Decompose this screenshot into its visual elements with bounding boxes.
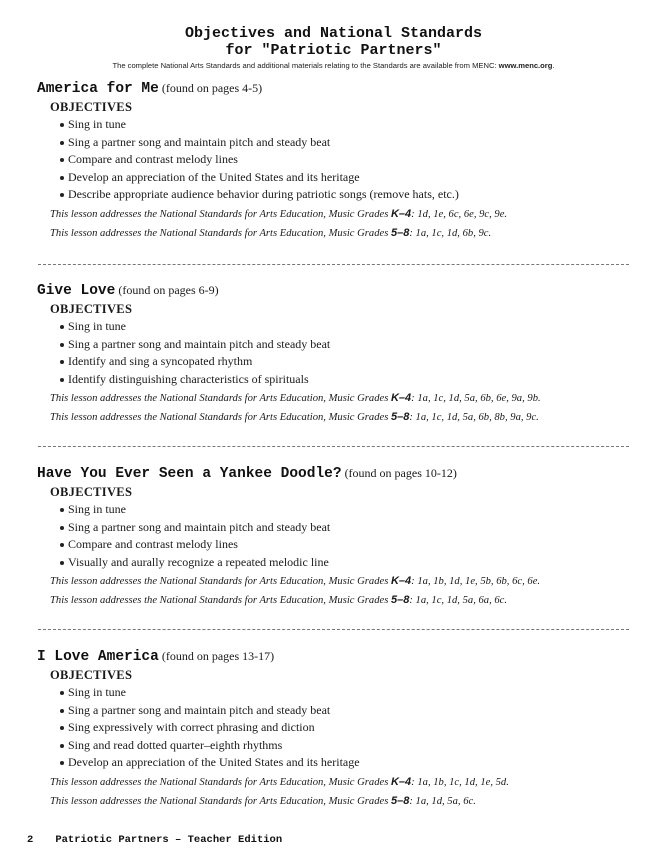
section-pages: (found on pages 6-9) bbox=[118, 283, 219, 297]
section-yankee-doodle bbox=[37, 465, 637, 607]
standards-k4 bbox=[50, 776, 637, 789]
section-heading bbox=[37, 282, 637, 299]
section-title: America for Me bbox=[37, 81, 159, 97]
standards-text: This lesson addresses the National Standards for Arts Education, Music Grades bbox=[50, 208, 391, 220]
standards-text: This lesson addresses the National Standards for Arts Education, Music Grades bbox=[50, 393, 391, 404]
standards-5-8 bbox=[50, 227, 637, 240]
standards-5-8 bbox=[50, 411, 637, 424]
grade-range: K–4 bbox=[390, 392, 412, 404]
grade-range: K–4 bbox=[390, 207, 412, 220]
grade-range: K–4 bbox=[390, 575, 412, 587]
standards-k4 bbox=[50, 392, 637, 405]
objective-item: Sing in tune bbox=[60, 318, 637, 336]
section-heading bbox=[37, 80, 637, 97]
objective-item: Develop an appreciation of the United States and its heritage bbox=[60, 169, 637, 187]
standards-codes: : 1a, 1b, 1c, 1d, 1e, 5d. bbox=[411, 776, 509, 788]
objective-item: Identify distinguishing characteristics of spirituals bbox=[60, 371, 637, 389]
standards-k4 bbox=[50, 208, 637, 221]
grade-range: 5–8 bbox=[390, 226, 410, 239]
standards-text: This lesson addresses the National Standards for Arts Education, Music Grades bbox=[50, 595, 391, 606]
grade-range: K–4 bbox=[390, 775, 412, 788]
standards-note-suffix: . bbox=[552, 61, 555, 70]
section-give-love bbox=[37, 282, 637, 424]
grade-range: 5–8 bbox=[390, 411, 410, 423]
objective-item: Compare and contrast melody lines bbox=[60, 151, 637, 169]
objectives-list bbox=[37, 684, 637, 772]
objectives-list bbox=[37, 318, 637, 388]
objective-item: Sing a partner song and maintain pitch and steady beat bbox=[60, 336, 637, 354]
section-pages: (found on pages 10-12) bbox=[344, 466, 457, 480]
objective-item: Visually and aurally recognize a repeated melodic line bbox=[60, 554, 637, 572]
section-title: Have You Ever Seen a Yankee Doodle? bbox=[37, 466, 342, 482]
section-divider bbox=[38, 629, 629, 630]
standards-5-8 bbox=[50, 594, 637, 607]
standards-codes: : 1d, 1e, 6c, 6e, 9c, 9e. bbox=[411, 208, 508, 220]
section-title: Give Love bbox=[37, 283, 116, 299]
objectives-label: OBJECTIVES bbox=[50, 485, 133, 499]
objective-item: Compare and contrast melody lines bbox=[60, 536, 637, 554]
objective-item: Sing a partner song and maintain pitch and steady beat bbox=[60, 134, 637, 152]
objective-item: Sing in tune bbox=[60, 501, 637, 519]
section-heading bbox=[37, 465, 637, 482]
grade-range: 5–8 bbox=[390, 794, 410, 807]
standards-note-text: The complete National Arts Standards and additional materials relating to the Standards are available from MENC: bbox=[112, 61, 499, 70]
menc-url: www.menc.org bbox=[498, 61, 553, 70]
standards-text: This lesson addresses the National Standards for Arts Education, Music Grades bbox=[50, 795, 391, 807]
page-header bbox=[0, 25, 667, 71]
page-footer bbox=[27, 833, 282, 847]
objective-item: Develop an appreciation of the United States and its heritage bbox=[60, 754, 637, 772]
objectives-label: OBJECTIVES bbox=[50, 668, 133, 682]
objective-item: Identify and sing a syncopated rhythm bbox=[60, 353, 637, 371]
standards-text: This lesson addresses the National Standards for Arts Education, Music Grades bbox=[50, 576, 391, 587]
page-title-line-2: for "Patriotic Partners" bbox=[225, 42, 442, 59]
standards-text: This lesson addresses the National Standards for Arts Education, Music Grades bbox=[50, 412, 391, 423]
section-divider bbox=[38, 264, 629, 265]
objectives-list bbox=[37, 116, 637, 204]
standards-codes: : 1a, 1d, 5a, 6c. bbox=[409, 795, 476, 807]
page-number: 2 bbox=[27, 834, 34, 846]
section-america-for-me bbox=[37, 80, 637, 240]
section-i-love-america bbox=[37, 648, 637, 808]
section-divider bbox=[38, 446, 629, 447]
page-title-line-1: Objectives and National Standards bbox=[184, 25, 483, 42]
objective-item: Sing in tune bbox=[60, 684, 637, 702]
standards-codes: : 1a, 1b, 1d, 1e, 5b, 6b, 6c, 6e. bbox=[411, 576, 541, 587]
standards-codes: : 1a, 1c, 1d, 5a, 6b, 8b, 9a, 9c. bbox=[409, 412, 539, 423]
standards-note bbox=[0, 61, 667, 71]
objective-item: Sing and read dotted quarter–eighth rhythms bbox=[60, 737, 637, 755]
section-pages: (found on pages 4-5) bbox=[161, 81, 263, 95]
footer-title: Patriotic Partners – Teacher Edition bbox=[55, 834, 283, 846]
section-heading bbox=[37, 648, 637, 665]
objectives-label: OBJECTIVES bbox=[50, 302, 133, 316]
standards-codes: : 1a, 1c, 1d, 5a, 6a, 6c. bbox=[409, 595, 508, 606]
objective-item: Sing a partner song and maintain pitch and steady beat bbox=[60, 702, 637, 720]
objective-item: Describe appropriate audience behavior during patriotic songs (remove hats, etc.) bbox=[60, 186, 637, 204]
section-pages: (found on pages 13-17) bbox=[161, 649, 275, 663]
standards-5-8 bbox=[50, 795, 637, 808]
section-title: I Love America bbox=[37, 649, 159, 665]
standards-text: This lesson addresses the National Standards for Arts Education, Music Grades bbox=[50, 776, 391, 788]
standards-codes: : 1a, 1c, 1d, 5a, 6b, 6e, 9a, 9b. bbox=[411, 393, 541, 404]
objectives-list bbox=[37, 501, 637, 571]
objectives-label: OBJECTIVES bbox=[50, 100, 133, 114]
standards-text: This lesson addresses the National Standards for Arts Education, Music Grades bbox=[50, 227, 391, 239]
objective-item: Sing expressively with correct phrasing and diction bbox=[60, 719, 637, 737]
objective-item: Sing in tune bbox=[60, 116, 637, 134]
objective-item: Sing a partner song and maintain pitch and steady beat bbox=[60, 519, 637, 537]
standards-codes: : 1a, 1c, 1d, 6b, 9c. bbox=[409, 227, 492, 239]
grade-range: 5–8 bbox=[390, 594, 410, 606]
standards-k4 bbox=[50, 575, 637, 588]
